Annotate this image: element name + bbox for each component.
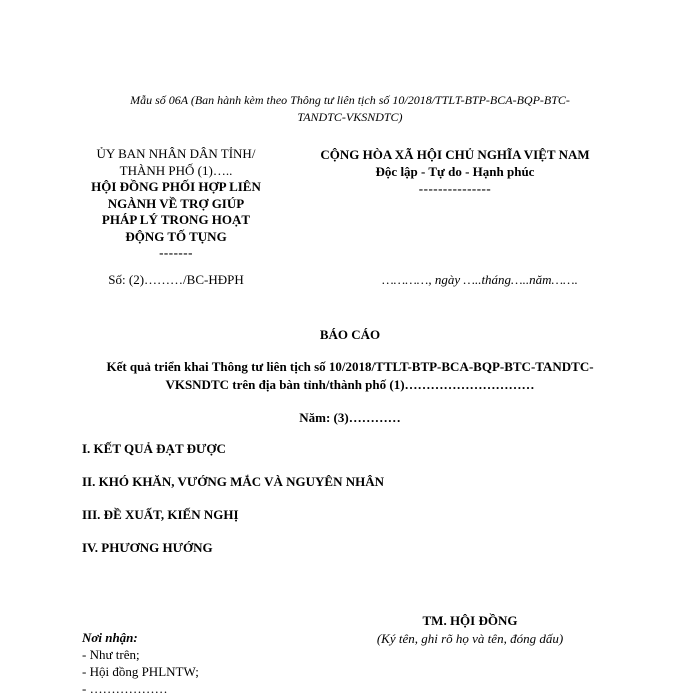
authority-line1: ỦY BAN NHÂN DÂN TỈNH/ [96, 146, 256, 161]
council-line3: PHÁP LÝ TRONG HOẠT [101, 212, 251, 227]
recipient-item: - ……………… [82, 681, 168, 696]
section-heading: II. KHÓ KHĂN, VƯỚNG MẮC VÀ NGUYÊN NHÂN [82, 474, 385, 489]
signature-instruction: (Ký tên, ghi rõ họ và tên, đóng dấu) [376, 631, 564, 646]
left-divider: ------- [159, 245, 193, 260]
form-note [80, 92, 620, 126]
section-heading: I. KẾT QUẢ ĐẠT ĐƯỢC [82, 441, 226, 456]
report-subtitle-line1: Kết quả triển khai Thông tư liên tịch số 10/2018/TTLT-BTP-BCA-BQP-BTC-TANDTC- [106, 359, 594, 374]
date-line: …………, ngày …..tháng…..năm……. [382, 272, 578, 287]
report-subtitle-line2: VKSNDTC trên địa bàn tỉnh/thành phố (1)………………………… [165, 377, 535, 392]
report-subtitle [80, 358, 620, 394]
council-line2: NGÀNH VỀ TRỢ GIÚP [107, 195, 245, 211]
recipient-item: - Hội đồng PHLNTW; [82, 664, 199, 679]
authority-line2: THÀNH PHỐ (1)….. [119, 162, 233, 178]
signature-block [340, 612, 600, 648]
council-line1: HỘI ĐỒNG PHỐI HỢP LIÊN [91, 179, 261, 194]
form-note-line2: TANDTC-VKSNDTC) [297, 110, 403, 124]
report-title: BÁO CÁO [319, 327, 381, 342]
form-note-line1: Mẫu số 06A (Ban hành kèm theo Thông tư liên tịch số 10/2018/TTLT-BTP-BCA-BQP-BTC- [130, 93, 570, 107]
recipients-label: Nơi nhận: [82, 630, 138, 645]
doc-number: Số: (2)………/BC-HĐPH [108, 272, 244, 287]
section-heading: IV. PHƯƠNG HƯỚNG [82, 540, 213, 555]
national-motto: Độc lập - Tự do - Hạnh phúc [375, 164, 535, 179]
council-line4: ĐỘNG TỐ TỤNG [125, 228, 227, 244]
left-header [76, 146, 276, 262]
right-header [270, 146, 640, 197]
country-name: CỘNG HÒA XÃ HỘI CHỦ NGHĨA VIỆT NAM [320, 147, 590, 162]
recipient-item: - Như trên; [82, 647, 140, 662]
report-year: Năm: (3)………… [299, 410, 401, 425]
right-divider: --------------- [418, 181, 492, 196]
section-heading: III. ĐỀ XUẤT, KIẾN NGHỊ [82, 507, 239, 522]
recipients [82, 629, 342, 697]
signature-title: TM. HỘI ĐỒNG [422, 613, 518, 628]
